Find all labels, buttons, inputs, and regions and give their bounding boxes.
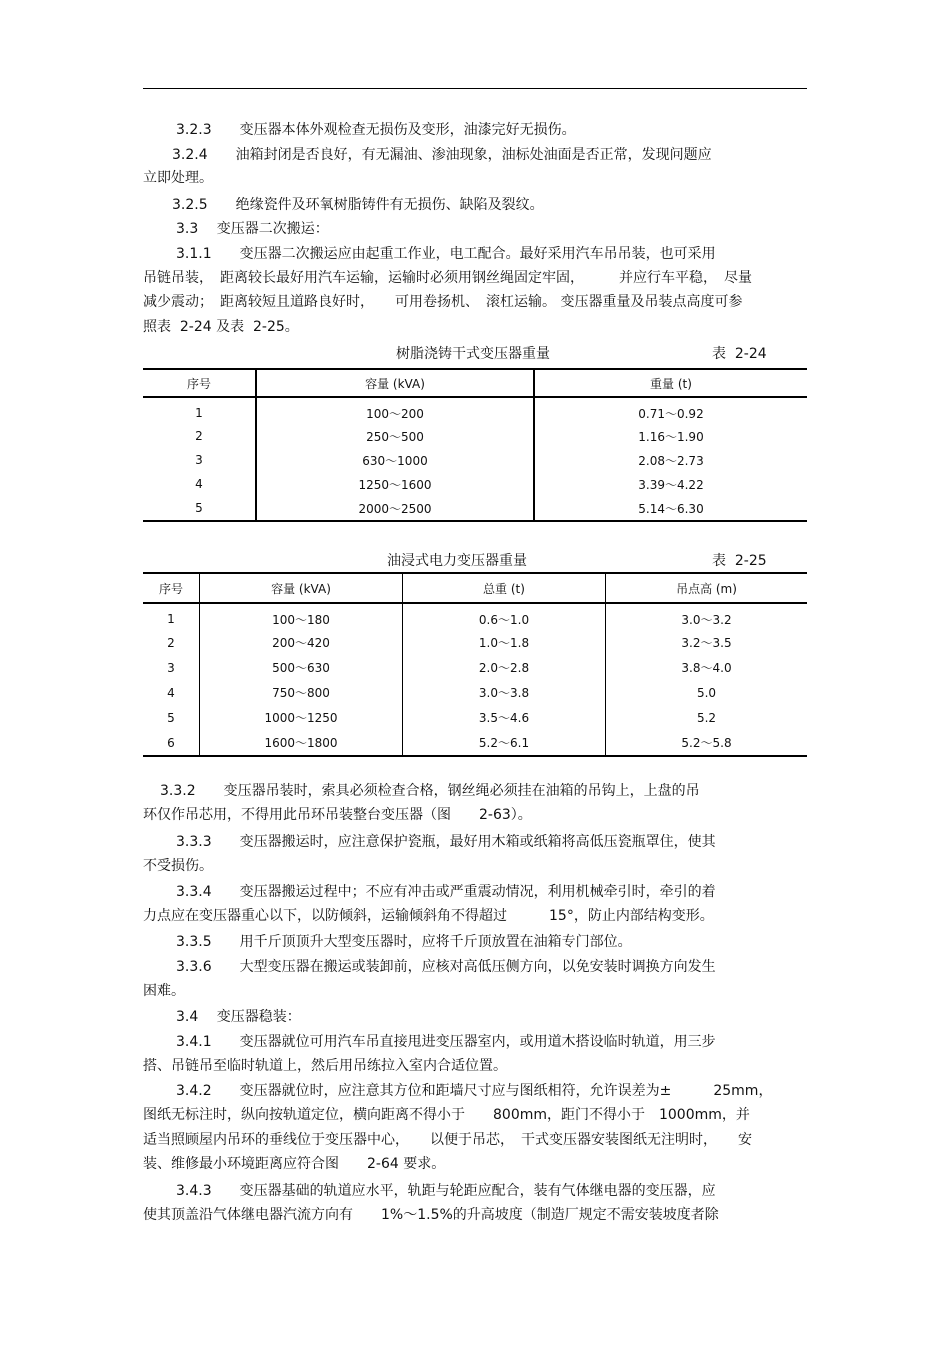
para-3-4-3-cont: 使其顶盖沿气体继电器汽流方向有 1%～1.5%的升高坡度（制造厂规定不需安装坡度者除	[143, 1207, 719, 1223]
cell-lift-height: 3.0～3.2	[681, 612, 732, 627]
cell-capacity: 250～500	[256, 424, 534, 448]
para-3-1-1-cont2: 减少震动； 距离较短且道路良好时， 可用卷扬机、 滚杠运输。 变压器重量及吊装点高度可参	[143, 294, 743, 310]
cell-capacity: 2000～2500	[256, 496, 534, 521]
para-3-3-3: 3.3.3 变压器搬运时，应注意保护瓷瓶，最好用木箱或纸箱将高低压瓷瓶罩住，使其	[176, 834, 716, 850]
para-3-4-1-cont: 搭、吊链吊至临时轨道上，然后用吊练拉入室内合适位置。	[143, 1058, 507, 1074]
cell-capacity: 750～800	[200, 680, 403, 705]
cell-total-weight: 2.0～2.8	[403, 655, 606, 680]
cell-capacity: 1000～1250	[200, 705, 403, 730]
cell-index: 5	[143, 496, 256, 521]
cell-capacity: 500～630	[200, 655, 403, 680]
table-row	[143, 472, 807, 496]
para-3-4-2-cont1: 图纸无标注时，纵向按轨道定位，横向距离不得小于 800mm，距门不得小于 1000mm，并	[143, 1107, 750, 1123]
table-row	[143, 680, 807, 705]
table-row	[143, 397, 807, 424]
cell-weight: 1.16～1.90	[638, 429, 704, 444]
cell-capacity: 1600～1800	[200, 730, 403, 756]
cell-weight: 0.71～0.92	[638, 406, 704, 421]
cell-index: 3	[143, 655, 200, 680]
cell-weight: 5.14～6.30	[638, 501, 704, 516]
para-3-4-2-cont3: 装、维修最小环境距离应符合图 2-64 要求。	[143, 1156, 446, 1172]
cell-index: 6	[143, 730, 200, 756]
cell-capacity: 630～1000	[256, 448, 534, 472]
para-3-3-5: 3.3.5 用千斤顶顶升大型变压器时，应将千斤顶放置在油箱专门部位。	[176, 934, 632, 950]
cell-index: 5	[143, 705, 200, 730]
cell-lift-height: 3.2～3.5	[681, 636, 732, 650]
header-rule	[143, 88, 807, 89]
col-header-capacity: 容量 (kVA)	[256, 369, 534, 397]
table-2-25	[143, 572, 807, 757]
cell-total-weight: 3.5～4.6	[403, 705, 606, 730]
para-3-3-6: 3.3.6 大型变压器在搬运或装卸前，应核对高低压侧方向，以免安装时调换方向发生	[176, 959, 716, 975]
para-3-3-4: 3.3.4 变压器搬运过程中；不应有冲击或严重震动情况，利用机械牵引时，牵引的着	[176, 884, 716, 900]
cell-index: 4	[143, 680, 200, 705]
col-header-index: 序号	[143, 369, 256, 397]
para-3-2-4-cont: 立即处理。	[143, 170, 213, 186]
table-row	[143, 424, 807, 448]
cell-weight: 2.08～2.73	[638, 453, 704, 468]
cell-index: 2	[143, 630, 200, 655]
table-header-row	[143, 573, 807, 603]
para-3-2-3: 3.2.3 变压器本体外观检查无损伤及变形，油漆完好无损伤。	[176, 122, 576, 138]
table-row	[143, 496, 807, 521]
cell-total-weight: 3.0～3.8	[403, 680, 606, 705]
cell-lift-height: 5.0	[696, 685, 717, 700]
cell-index: 4	[143, 472, 256, 496]
table-2-25-caption: 油浸式电力变压器重量	[387, 553, 527, 569]
table-row	[143, 705, 807, 730]
cell-capacity: 1250～1600	[256, 472, 534, 496]
heading-3-3: 3.3 变压器二次搬运：	[176, 221, 329, 237]
cell-index: 1	[143, 397, 256, 424]
para-3-4-2-cont2: 适当照顾屋内吊环的垂线位于变压器中心， 以便于吊芯， 干式变压器安装图纸无注明时， 安	[143, 1132, 752, 1148]
cell-index: 1	[143, 603, 200, 630]
para-3-2-5: 3.2.5 绝缘瓷件及环氧树脂铸件有无损伤、缺陷及裂纹。	[172, 197, 544, 213]
cell-capacity: 100～200	[256, 397, 534, 424]
para-3-4-2: 3.4.2 变压器就位时，应注意其方位和距墙尺寸应与图纸相符，允许误差为± 25mm，	[176, 1083, 773, 1099]
table-row	[143, 448, 807, 472]
cell-total-weight: 5.2～6.1	[403, 730, 606, 756]
para-3-1-1-cont3: 照表 2-24 及表 2-25。	[143, 319, 299, 335]
cell-lift-height: 3.8～4.0	[681, 661, 732, 675]
para-3-3-3-cont: 不受损伤。	[143, 858, 213, 874]
cell-weight: 3.39～4.22	[638, 477, 704, 492]
para-3-2-4: 3.2.4 油箱封闭是否良好，有无漏油、渗油现象，油标处油面是否正常，发现问题应	[172, 147, 712, 163]
para-3-3-4-cont: 力点应在变压器重心以下，以防倾斜，运输倾斜角不得超过 15°，防止内部结构变形。	[143, 908, 714, 924]
para-3-1-1-cont1: 吊链吊装， 距离较长最好用汽车运输，运输时必须用钢丝绳固定牢固， 并应行车平稳， 尽量	[143, 270, 752, 286]
col-header-lift-height: 吊点高 (m)	[606, 573, 808, 603]
cell-lift-height: 5.2～5.8	[681, 736, 732, 750]
para-3-3-6-cont: 困难。	[143, 983, 185, 999]
heading-3-4: 3.4 变压器稳装：	[176, 1009, 301, 1025]
col-header-capacity: 容量 (kVA)	[200, 573, 403, 603]
para-3-3-2-cont: 环仅作吊芯用，不得用此吊环吊装整台变压器（图 2-63）。	[143, 807, 532, 823]
table-2-24	[143, 368, 807, 522]
col-header-index: 序号	[143, 573, 200, 603]
table-2-24-number: 表 2-24	[712, 346, 767, 362]
table-row	[143, 655, 807, 680]
cell-index: 2	[143, 424, 256, 448]
table-row	[143, 603, 807, 630]
table-2-25-number: 表 2-25	[712, 553, 767, 569]
cell-capacity: 200～420	[200, 630, 403, 655]
cell-total-weight: 1.0～1.8	[403, 630, 606, 655]
table-header-row	[143, 369, 807, 397]
para-3-1-1: 3.1.1 变压器二次搬运应由起重工作业，电工配合。最好采用汽车吊吊装，也可采用	[176, 246, 716, 262]
cell-lift-height: 5.2	[696, 710, 717, 725]
cell-capacity: 100～180	[200, 603, 403, 630]
table-row	[143, 730, 807, 756]
col-header-weight: 重量 (t)	[534, 369, 807, 397]
col-header-total-weight: 总重 (t)	[403, 573, 606, 603]
para-3-4-1: 3.4.1 变压器就位可用汽车吊直接甩进变压器室内，或用道木搭设临时轨道，用三步	[176, 1034, 716, 1050]
cell-total-weight: 0.6～1.0	[403, 603, 606, 630]
para-3-3-2: 3.3.2 变压器吊装时，索具必须检查合格，钢丝绳必须挂在油箱的吊钩上，上盘的吊	[160, 783, 700, 799]
para-3-4-3: 3.4.3 变压器基础的轨道应水平，轨距与轮距应配合，装有气体继电器的变压器，应	[176, 1183, 716, 1199]
table-2-24-caption: 树脂浇铸干式变压器重量	[396, 346, 550, 362]
table-row	[143, 630, 807, 655]
cell-index: 3	[143, 448, 256, 472]
